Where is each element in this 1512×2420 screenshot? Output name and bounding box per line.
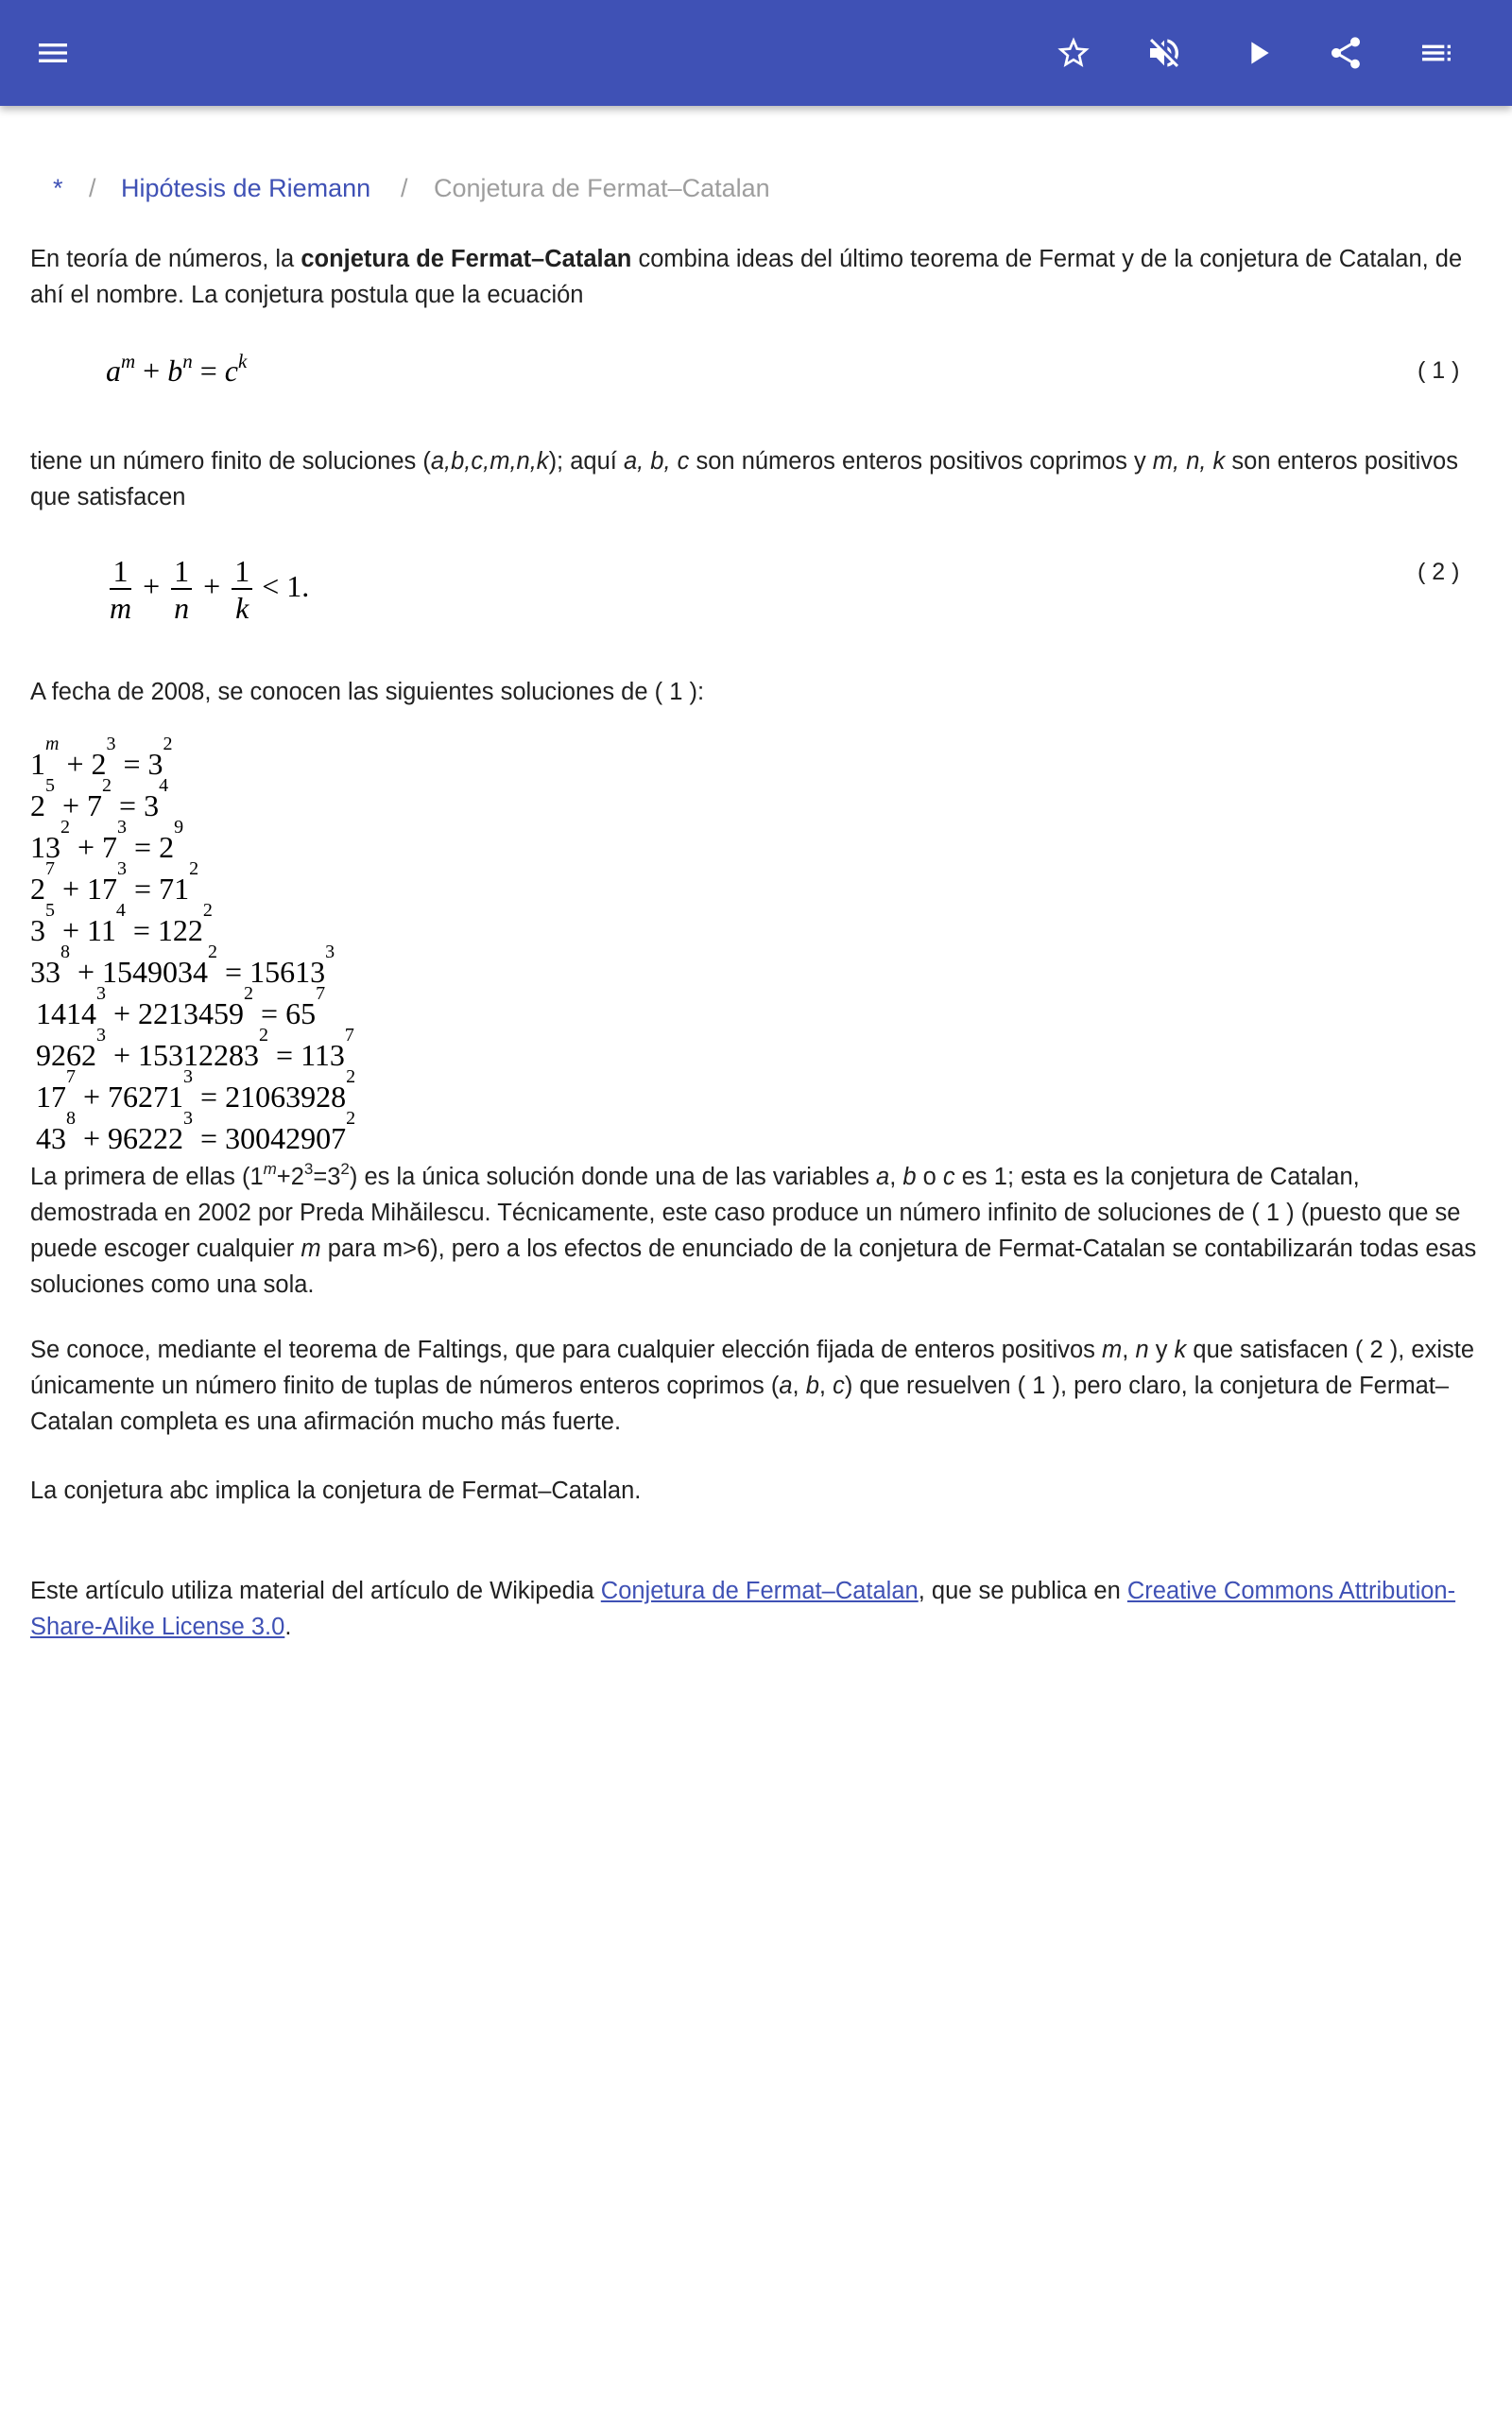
inequality-rhs: < 1. xyxy=(262,569,310,604)
text: , xyxy=(818,1373,833,1399)
solution-equation xyxy=(36,983,326,1034)
exponent: 2 xyxy=(163,734,173,755)
paragraph-3: A fecha de 2008, se conocen las siguientes soluciones de ( 1 ): xyxy=(30,679,705,705)
plus: + xyxy=(143,354,161,388)
base: 2 xyxy=(91,747,107,781)
equation-1-label: ( 1 ) xyxy=(1418,357,1460,384)
base: 2 xyxy=(30,788,45,822)
base: 13 xyxy=(30,830,60,864)
italic-text: b xyxy=(805,1373,819,1399)
equals: = xyxy=(261,996,279,1030)
exponent: 2 xyxy=(208,942,218,963)
denominator: n xyxy=(174,591,190,625)
solution-equation xyxy=(36,1108,356,1159)
text: . xyxy=(284,1614,292,1640)
superscript: m xyxy=(263,1159,277,1178)
solution-equation xyxy=(30,942,335,993)
plus: + xyxy=(113,996,131,1030)
var-c: c xyxy=(224,354,238,388)
exponent: 3 xyxy=(106,734,116,755)
base: 1 xyxy=(30,747,45,781)
exponent: 3 xyxy=(117,858,128,880)
base: 2213459 xyxy=(138,996,245,1030)
solution-equation xyxy=(36,1066,356,1117)
attribution-footer xyxy=(30,1573,1486,1645)
exp-k: k xyxy=(237,350,248,372)
exponent: 5 xyxy=(45,775,55,797)
exponent: 2 xyxy=(102,775,112,797)
exponent: 3 xyxy=(183,1066,194,1088)
base: 43 xyxy=(36,1121,66,1155)
equals: = xyxy=(132,913,150,947)
solution-equation xyxy=(30,775,169,826)
exponent: 2 xyxy=(202,900,213,922)
exponent: m xyxy=(45,734,60,755)
var-b: b xyxy=(167,354,183,388)
exponent: 7 xyxy=(316,983,326,1005)
denominator: m xyxy=(110,591,132,625)
equals: = xyxy=(123,747,141,781)
base: 17 xyxy=(87,872,118,906)
share-icon xyxy=(1327,34,1365,72)
base: 7 xyxy=(87,788,103,822)
base: 3 xyxy=(30,913,45,947)
exponent: 5 xyxy=(45,900,55,922)
text: ) que resuelven ( 1 ), pero claro, la conjetura de Fermat–Catalan completa es una afirmación mucho más fuerte. xyxy=(30,1373,1450,1435)
text: es 1; esta es la conjetura de Catalan, demostrada en 2002 por Preda Mihăilescu. Técnicamente, este caso produce un número infinito de soluciones de ( 1 ) (puesto que se puede escoger cualquier xyxy=(30,1164,1461,1262)
base: 1549034 xyxy=(102,955,209,989)
fraction xyxy=(171,554,192,626)
exponent: 3 xyxy=(183,1108,194,1130)
italic-text: a xyxy=(779,1373,793,1399)
numerator: 1 xyxy=(171,554,192,590)
breadcrumb-parent-link[interactable]: Hipótesis de Riemann xyxy=(121,174,371,202)
italic-text: n xyxy=(1135,1337,1149,1363)
numerator: 1 xyxy=(110,554,131,590)
base: 33 xyxy=(30,955,60,989)
exponent: 2 xyxy=(259,1025,269,1046)
plus: + xyxy=(113,1038,131,1072)
base: 3 xyxy=(144,788,160,822)
base: 76271 xyxy=(108,1080,184,1114)
equals: = xyxy=(225,955,243,989)
article-term: conjetura de Fermat–Catalan xyxy=(301,246,632,272)
app-bar xyxy=(0,0,1512,106)
base: 1414 xyxy=(36,996,96,1030)
plus: + xyxy=(83,1080,101,1114)
numerator: 1 xyxy=(232,554,252,590)
paragraph-5 xyxy=(30,1332,1486,1440)
base: 15613 xyxy=(249,955,326,989)
exponent: 2 xyxy=(244,983,254,1005)
text: +2 xyxy=(276,1164,304,1190)
italic-text: m xyxy=(1102,1337,1123,1363)
solution-equation xyxy=(30,858,199,909)
text: En teoría de números, la xyxy=(30,246,301,272)
paragraph-6: La conjetura abc implica la conjetura de Fermat–Catalan. xyxy=(30,1478,642,1504)
equals: = xyxy=(134,872,152,906)
italic-text: c xyxy=(833,1373,845,1399)
wikipedia-article-link[interactable]: Conjetura de Fermat–Catalan xyxy=(600,1578,919,1604)
equals: = xyxy=(200,1121,218,1155)
italic-text: b xyxy=(902,1164,917,1190)
base: 9262 xyxy=(36,1038,96,1072)
text: La primera de ellas (1 xyxy=(30,1164,264,1190)
exponent: 3 xyxy=(96,1025,106,1046)
solution-equation xyxy=(36,1025,354,1076)
italic-text: m, n, k xyxy=(1152,448,1226,475)
paragraph-4 xyxy=(30,1159,1486,1303)
play-button[interactable] xyxy=(1233,28,1282,78)
text: , que se publica en xyxy=(918,1578,1127,1604)
paragraph-2 xyxy=(30,443,1486,515)
text: , xyxy=(889,1164,903,1190)
base: 30042907 xyxy=(225,1121,347,1155)
base: 122 xyxy=(157,913,203,947)
exp-m: m xyxy=(121,350,136,372)
equals: = xyxy=(199,354,217,388)
plus: + xyxy=(62,872,80,906)
play-icon xyxy=(1239,34,1277,72)
base: 65 xyxy=(285,996,317,1030)
text: ) es la única solución donde una de las variables xyxy=(349,1164,876,1190)
italic-text: m xyxy=(301,1236,321,1262)
text: son números enteros positivos coprimos y xyxy=(689,448,1153,475)
equals: = xyxy=(200,1080,218,1114)
exponent: 2 xyxy=(60,817,70,838)
star-outline-icon xyxy=(1055,34,1092,72)
exp-n: n xyxy=(182,350,193,372)
license-link[interactable]: Creative Commons Attribution-Share-Alike License 3.0 xyxy=(30,1578,1456,1640)
text: para m>6), pero a los efectos de enunciado de la conjetura de Fermat-Catalan se contabilizarán todas esas soluciones como una sola. xyxy=(30,1236,1477,1298)
italic-text: c xyxy=(942,1164,955,1190)
text: son enteros positivos que satisfacen xyxy=(30,448,1458,510)
text: y xyxy=(1148,1337,1175,1363)
plus: + xyxy=(62,788,80,822)
mute-button[interactable] xyxy=(1140,28,1189,78)
italic-text: a, b, c xyxy=(623,448,690,475)
exponent: 7 xyxy=(66,1066,76,1088)
intro-paragraph xyxy=(30,241,1486,313)
solution-equation xyxy=(30,900,213,951)
table-of-contents-icon xyxy=(1418,34,1455,72)
plus: + xyxy=(143,569,161,604)
equals: = xyxy=(119,788,137,822)
text: ); aquí xyxy=(548,448,624,475)
plus: + xyxy=(62,913,80,947)
plus: + xyxy=(83,1121,101,1155)
base: 2 xyxy=(159,830,175,864)
plus: + xyxy=(66,747,84,781)
breadcrumb-separator: / xyxy=(89,174,96,202)
var-a: a xyxy=(106,354,121,388)
exponent: 7 xyxy=(344,1025,354,1046)
base: 15312283 xyxy=(138,1038,260,1072)
base: 113 xyxy=(301,1038,345,1072)
text: combina ideas del último teorema de Fermat y de la conjetura de Catalan, de ahí el nombre. La conjetura postula que la ecuación xyxy=(30,246,1463,308)
superscript: 3 xyxy=(303,1159,314,1178)
exponent: 2 xyxy=(346,1066,356,1088)
italic-text: k xyxy=(1174,1337,1187,1363)
text: Este artículo utiliza material del artículo de Wikipedia xyxy=(30,1578,601,1604)
italic-text: a xyxy=(876,1164,890,1190)
denominator: k xyxy=(235,591,249,625)
italic-text: a,b,c,m,n,k xyxy=(430,448,549,475)
breadcrumb-home-link[interactable]: * xyxy=(53,174,63,202)
exponent: 9 xyxy=(174,817,184,838)
exponent: 7 xyxy=(45,858,55,880)
equation-1 xyxy=(106,350,248,389)
base: 71 xyxy=(159,872,190,906)
bookmark-button[interactable] xyxy=(1049,28,1098,78)
breadcrumb-current: Conjetura de Fermat–Catalan xyxy=(434,174,770,202)
exponent: 2 xyxy=(346,1108,356,1130)
breadcrumb-separator: / xyxy=(401,174,408,202)
fraction xyxy=(232,554,252,626)
share-button[interactable] xyxy=(1321,28,1370,78)
base: 17 xyxy=(36,1080,66,1114)
contents-button[interactable] xyxy=(1412,28,1461,78)
text: =3 xyxy=(313,1164,341,1190)
volume-off-icon xyxy=(1145,34,1183,72)
plus: + xyxy=(77,955,95,989)
base: 11 xyxy=(87,913,116,947)
menu-button[interactable] xyxy=(28,28,77,78)
plus: + xyxy=(203,569,221,604)
equation-2 xyxy=(106,554,309,626)
text: que satisfacen ( 2 ), existe únicamente un número finito de tuplas de números enteros coprimos ( xyxy=(30,1337,1475,1399)
text: o xyxy=(916,1164,943,1190)
text: , xyxy=(792,1373,806,1399)
text: Se conoce, mediante el teorema de Faltings, que para cualquier elección fijada de enteros positivos xyxy=(30,1337,1103,1363)
equals: = xyxy=(134,830,152,864)
equals: = xyxy=(276,1038,294,1072)
text: tiene un número finito de soluciones ( xyxy=(30,448,431,475)
base: 7 xyxy=(102,830,118,864)
base: 2 xyxy=(30,872,45,906)
exponent: 3 xyxy=(117,817,128,838)
plus: + xyxy=(77,830,95,864)
base: 96222 xyxy=(108,1121,184,1155)
menu-icon xyxy=(34,34,72,72)
exponent: 8 xyxy=(66,1108,76,1130)
base: 3 xyxy=(147,747,163,781)
exponent: 3 xyxy=(325,942,335,963)
text: , xyxy=(1122,1337,1136,1363)
exponent: 3 xyxy=(96,983,106,1005)
exponent: 2 xyxy=(189,858,199,880)
superscript: 2 xyxy=(340,1159,350,1178)
exponent: 4 xyxy=(159,775,169,797)
base: 21063928 xyxy=(225,1080,347,1114)
exponent: 8 xyxy=(60,942,70,963)
equation-2-label: ( 2 ) xyxy=(1418,559,1460,585)
fraction xyxy=(110,554,131,626)
exponent: 4 xyxy=(115,900,126,922)
